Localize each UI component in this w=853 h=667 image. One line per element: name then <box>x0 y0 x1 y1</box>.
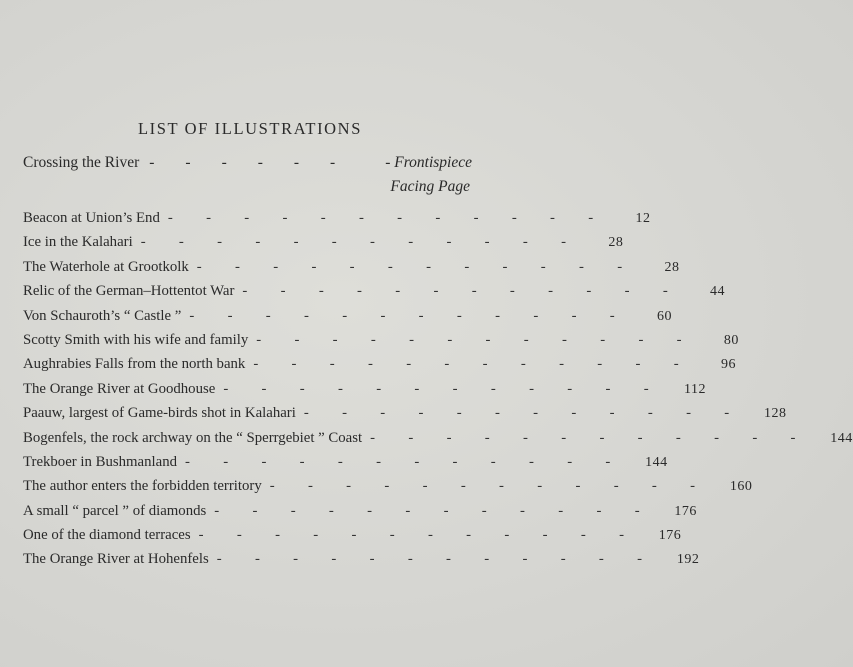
frontispiece-note: - Frontispiece <box>385 154 472 171</box>
illustration-page-number: 12 <box>635 211 651 226</box>
dash-leader: - - - - - - - - - - - - <box>216 551 676 568</box>
illustration-entry <box>23 450 668 474</box>
illustration-entry <box>23 279 726 303</box>
illustration-title: A small “ parcel ” of diamonds <box>23 502 207 519</box>
dash-leader: - - - - - - - - - - - - <box>189 307 649 324</box>
dash-leader: - - - - - - - - - - - - <box>167 210 627 226</box>
illustration-title: The Orange River at Hohenfels <box>23 551 209 568</box>
illustration-title: Von Schauroth’s “ Castle ” <box>23 307 182 324</box>
page-heading: LIST OF ILLUSTRATIONS <box>138 119 362 138</box>
illustration-title: One of the diamond terraces <box>23 527 191 544</box>
dash-leader: - - - - - - - - - - - - <box>370 429 829 446</box>
dash-leader: - - - - - - <box>149 154 367 171</box>
illustration-title: The Orange River at Goodhouse <box>23 380 216 397</box>
illustration-title: Scotty Smith with his wife and family <box>23 331 249 348</box>
dash-leader: - - - - - - - - - - - - <box>253 356 712 373</box>
illustration-title: The author enters the forbidden territory <box>23 478 262 495</box>
illustration-page-number: 192 <box>676 552 700 568</box>
illustration-title: Ice in the Kalahari <box>23 234 133 251</box>
illustration-page-number: 80 <box>723 332 739 348</box>
illustration-title: Paauw, largest of Game-birds shot in Kalahari <box>23 405 296 422</box>
illustration-entry <box>23 352 736 376</box>
illustration-entry <box>23 426 853 450</box>
illustration-page-number: 144 <box>830 430 853 446</box>
illustration-entry <box>23 377 706 401</box>
frontispiece-title: Crossing the River <box>23 154 140 171</box>
dash-leader: - - - - - - - - - - - - <box>185 453 644 470</box>
illustration-page-number: 160 <box>729 479 753 495</box>
dash-leader: - - - - - - - - - - - - <box>303 405 763 422</box>
dash-leader: - - - - - - - - - - - - <box>214 502 673 519</box>
dash-leader: - - - - - - - - - - - - <box>223 380 682 397</box>
illustration-page-number: 96 <box>720 357 736 373</box>
illustration-entry <box>23 206 651 230</box>
dash-leader: - - - - - - - - - - - - <box>198 527 658 544</box>
frontispiece-entry <box>23 154 472 178</box>
illustration-entry <box>23 401 787 425</box>
illustration-entry <box>23 328 739 352</box>
illustration-page-number: 28 <box>664 259 680 275</box>
illustration-title: Bogenfels, the rock archway on the “ Sperrgebiet ” Coast <box>23 429 363 446</box>
illustration-entry <box>23 230 624 254</box>
illustration-entry <box>23 255 680 279</box>
illustration-entry <box>23 474 753 498</box>
dash-leader: - - - - - - - - - - - - <box>140 234 600 251</box>
illustration-page-number: 112 <box>683 381 706 397</box>
illustration-page-number: 144 <box>645 454 668 470</box>
illustrations-list <box>23 206 853 572</box>
dash-leader: - - - - - - - - - - - - <box>256 331 715 348</box>
illustration-page-number: 176 <box>674 503 697 519</box>
illustration-entry <box>23 499 697 523</box>
dash-leader: - - - - - - - - - - - - <box>269 478 729 495</box>
illustration-page-number: 28 <box>608 235 624 251</box>
dash-leader: - - - - - - - - - - - - <box>242 283 702 300</box>
illustration-page-number: 44 <box>710 284 726 300</box>
dash-leader: - - - - - - - - - - - - <box>196 258 656 275</box>
illustration-title: Relic of the German–Hottentot War <box>23 283 235 300</box>
illustration-entry <box>23 304 673 328</box>
illustration-page-number: 128 <box>764 406 787 422</box>
illustration-page-number: 60 <box>657 308 673 324</box>
illustration-page-number: 176 <box>658 528 682 544</box>
illustration-title: Aughrabies Falls from the north bank <box>23 356 246 373</box>
illustration-title: Trekboer in Bushmanland <box>23 453 177 470</box>
illustration-title: Beacon at Union’s End <box>23 210 160 226</box>
illustration-title: The Waterhole at Grootkolk <box>23 258 189 275</box>
facing-page-label: Facing Page <box>390 178 470 195</box>
illustration-entry <box>23 523 682 547</box>
illustration-entry <box>23 547 700 571</box>
